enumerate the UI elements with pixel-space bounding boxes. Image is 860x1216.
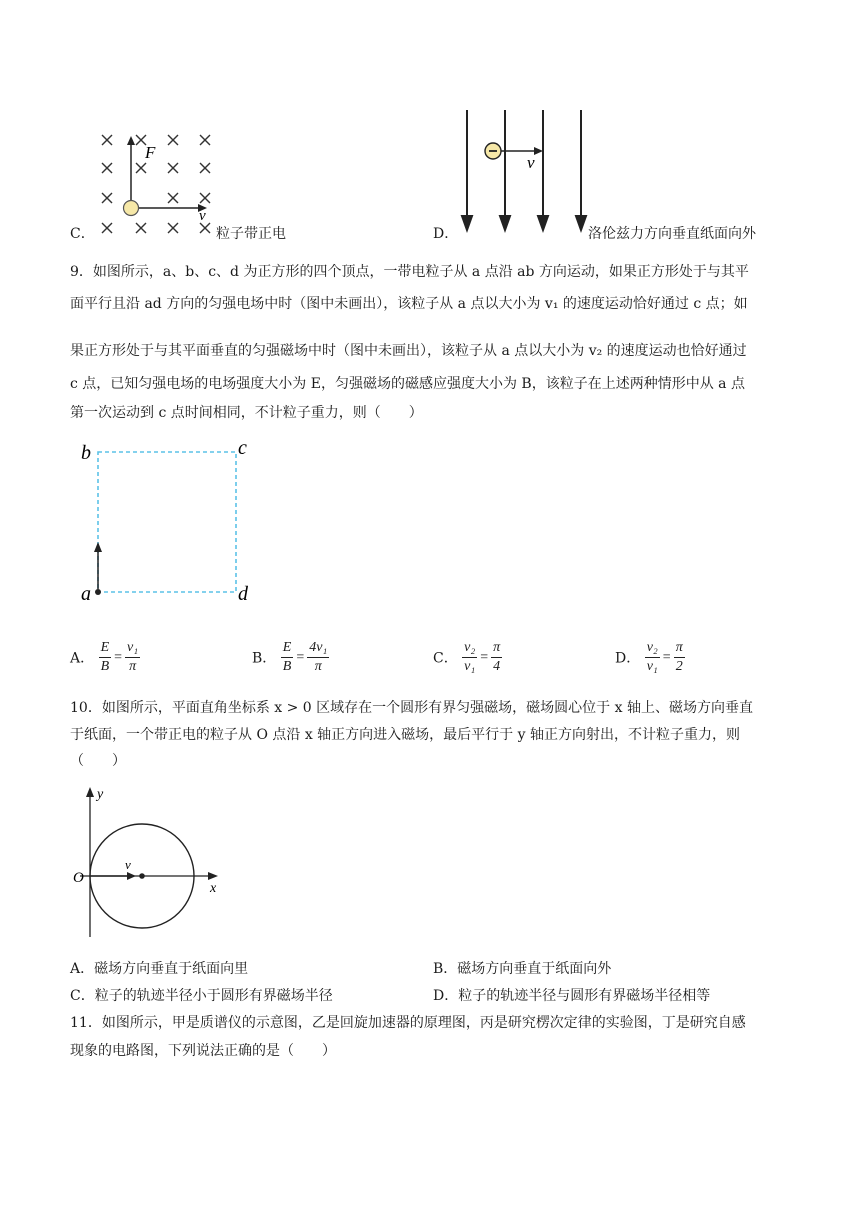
q10-option-a[interactable]: A．磁场方向垂直于纸面向里 <box>70 961 249 977</box>
vertex-c: c <box>238 437 247 459</box>
q11-stem-line-1: 11．如图所示，甲是质谱仪的示意图，乙是回旋加速器的原理图，丙是研究楞次定律的实验图，丁是研究自感 <box>70 1015 746 1031</box>
q9-option-b[interactable]: B． $\frac{E}{B}$ = $\frac{\text{4v₁}}{\pi}$ <box>252 640 328 674</box>
magnetic-field-into-page-crosses <box>102 135 210 233</box>
q10-option-b[interactable]: B．磁场方向垂直于纸面向外 <box>433 961 612 977</box>
q9-option-d[interactable]: D． $\frac{\text{v₂}}{\text{v₁}}$ = $\frac{\pi}{2}$ <box>615 640 683 674</box>
q10-stem-line-2: 于纸面，一个带正电的粒子从 O 点沿 x 轴正方向进入磁场，最后平行于 y 轴正方向射出，不计粒子重力，则 <box>70 727 740 743</box>
svg-text:F: F <box>145 143 156 162</box>
q9-stem-line-3: 果正方形处于与其平面垂直的匀强磁场中时（图中未画出），该粒子从 a 点以大小为 v₂ 的速度运动也恰好通过 <box>70 343 747 359</box>
q9-option-a[interactable]: A． $\frac{E}{B}$ = $\frac{\text{v₁}}{\pi}$ <box>70 640 139 674</box>
q8-option-d-text: 洛伦兹力方向垂直纸面向外 <box>588 226 756 242</box>
q10-option-c[interactable]: C．粒子的轨迹半径小于圆形有界磁场半径 <box>70 988 333 1004</box>
q9-square-figure <box>75 432 265 612</box>
q10-stem-line-3: （ ） <box>70 753 126 769</box>
svg-text:v: v <box>125 857 131 872</box>
svg-text:v: v <box>527 153 535 172</box>
q8-option-c-text: 粒子带正电 <box>216 226 286 242</box>
q8-option-d-letter: D． <box>433 226 459 242</box>
q9-stem-line-4: c 点，已知匀强电场的电场强度大小为 E，匀强磁场的磁感应强度大小为 B，该粒子在上述两种情形中从 a 点 <box>70 376 745 392</box>
q8-figure-c <box>95 128 225 240</box>
svg-text:x: x <box>210 881 217 896</box>
vertex-a: a <box>81 583 91 605</box>
q10-coordinate-figure <box>70 782 230 942</box>
vertex-d: d <box>238 583 248 605</box>
q9-stem-line-1: 9．如图所示，a、b、c、d 为正方形的四个顶点，一带电粒子从 a 点沿 ab 方向运动，如果正方形处于与其平 <box>70 264 749 280</box>
q10-stem-line-1: 10．如图所示，平面直角坐标系 x > 0 区域存在一个圆形有界匀强磁场，磁场圆心位于 x 轴上、磁场方向垂直 <box>70 700 753 716</box>
q8-option-c-letter: C． <box>70 226 95 242</box>
q9-stem-line-2: 面平行且沿 ad 方向的匀强电场中时（图中未画出），该粒子从 a 点以大小为 v₁ 的速度运动恰好通过 c 点；如 <box>70 296 748 312</box>
svg-text:y: y <box>97 787 104 802</box>
field-lines-downward <box>462 110 586 230</box>
vertex-b: b <box>81 442 91 464</box>
q9-option-c[interactable]: C． $\frac{\text{v₂}}{\text{v₁}}$ = $\frac{\pi}{4}$ <box>433 640 501 674</box>
positive-particle <box>124 201 139 216</box>
q10-option-d[interactable]: D．粒子的轨迹半径与圆形有界磁场半径相等 <box>433 988 711 1004</box>
dashed-square <box>98 452 236 592</box>
svg-text:v: v <box>199 208 206 224</box>
q11-stem-line-2: 现象的电路图，下列说法正确的是（ ） <box>70 1043 336 1059</box>
q9-stem-line-5: 第一次运动到 c 点时间相同，不计粒子重力，则（ ） <box>70 405 423 421</box>
svg-text:O: O <box>73 870 84 886</box>
q8-figure-d <box>455 108 595 236</box>
